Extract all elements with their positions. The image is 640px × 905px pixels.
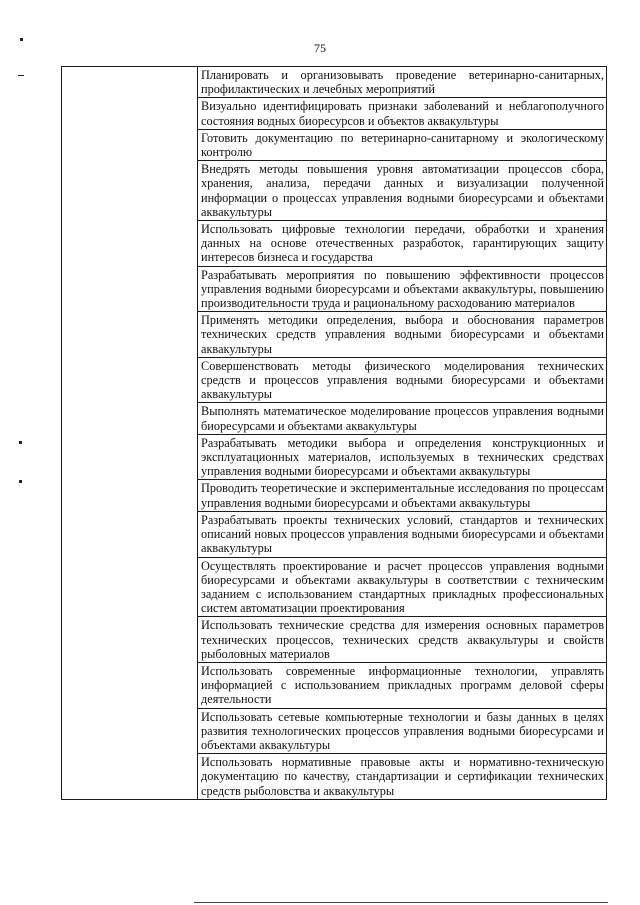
competency-cell bbox=[198, 511, 607, 557]
scan-mark-dot bbox=[19, 480, 22, 483]
competency-cell bbox=[198, 161, 607, 221]
competency-text: Разрабатывать методики выбора и определения конструкционных и эксплуатационных материалов, используемых в технических средствах управления водными биоресурсами и объектами аквакультуры bbox=[201, 435, 604, 479]
competencies-table bbox=[61, 66, 607, 800]
competency-cell bbox=[198, 357, 607, 403]
competency-text: Использовать нормативные правовые акты и нормативно-техническую документацию по качеству, стандартизации и сертификации технических средств рыболовства и аквакультуры bbox=[201, 755, 604, 798]
competency-text: Использовать технические средства для измерения основных параметров технических процессов, технических средств аквакультуры и свойств рыболовных материалов bbox=[201, 618, 604, 661]
competency-text: Визуально идентифицировать признаки заболеваний и неблагополучного состояния водных биоресурсов и объектов аквакультуры bbox=[201, 99, 604, 128]
competency-cell bbox=[198, 221, 607, 267]
scan-mark-dash bbox=[18, 75, 24, 76]
competency-text: Внедрять методы повышения уровня автоматизации процессов сбора, хранения, анализа, передачи данных и визуализации полученной информации о процессах управления водными биоресурсами и объектами аквакультуры bbox=[201, 162, 604, 219]
competency-cell bbox=[198, 708, 607, 754]
competency-text: Осуществлять проектирование и расчет процессов управления водными биоресурсами и объектами аквакультуры в соответствии с техническим заданием с использованием стандартных прикладных профессиональных систем автоматизации проектирования bbox=[201, 558, 604, 616]
competency-text: Выполнять математическое моделирование процессов управления водными биоресурсами и объектами аквакультуры bbox=[201, 404, 604, 433]
competency-text: Использовать современные информационные технологии, управлять информацией с использованием прикладных программ деловой сферы деятельности bbox=[201, 663, 604, 707]
competency-cell bbox=[198, 480, 607, 511]
competency-cell bbox=[198, 312, 607, 358]
scan-mark-dot bbox=[19, 441, 22, 444]
competency-cell bbox=[198, 129, 607, 160]
competency-cell bbox=[198, 403, 607, 434]
competency-text: Разрабатывать мероприятия по повышению эффективности процессов управления водными биоресурсами и объектами аквакультуры, повышению производительности труда и рациональному расходованию материалов bbox=[201, 267, 604, 311]
competency-cell bbox=[198, 617, 607, 663]
competency-cell bbox=[198, 557, 607, 617]
page-number: 75 bbox=[314, 41, 326, 55]
competency-cell bbox=[198, 67, 607, 98]
bottom-divider bbox=[194, 902, 608, 903]
competency-cell bbox=[198, 662, 607, 708]
competency-text: Использовать сетевые компьютерные технологии и базы данных в целях развития технологических процессов управления водными биоресурсами и объектами аквакультуры bbox=[201, 709, 604, 752]
competency-text: Проводить теоретические и экспериментальные исследования по процессам управления водными биоресурсами и объектами аквакультуры bbox=[201, 481, 604, 510]
competency-cell bbox=[198, 266, 607, 312]
competency-text: Совершенствовать методы физического моделирования технических средств и процессов управления водными биоресурсами и объектами аквакультуры bbox=[201, 358, 604, 402]
scan-mark-dot bbox=[20, 38, 23, 41]
left-empty-cell bbox=[62, 67, 198, 800]
competency-text: Применять методики определения, выбора и обоснования параметров технических средств управления водными биоресурсами и объектами аквакультуры bbox=[201, 313, 604, 356]
competency-text: Разрабатывать проекты технических условий, стандартов и технических описаний новых процессов управления водными биоресурсами и объектами аквакультуры bbox=[201, 512, 604, 556]
competency-text: Планировать и организовывать проведение ветеринарно-санитарных, профилактических и лечебных мероприятий bbox=[201, 68, 604, 97]
table-row bbox=[62, 67, 607, 98]
competency-text: Использовать цифровые технологии передачи, обработки и хранения данных на основе отечественных разработок, гарантирующих защиту интересов бизнеса и государства bbox=[201, 222, 604, 265]
competency-cell bbox=[198, 754, 607, 800]
competency-cell bbox=[198, 434, 607, 480]
competency-cell bbox=[198, 98, 607, 129]
competency-text: Готовить документацию по ветеринарно-санитарному и экологическому контролю bbox=[201, 130, 604, 160]
